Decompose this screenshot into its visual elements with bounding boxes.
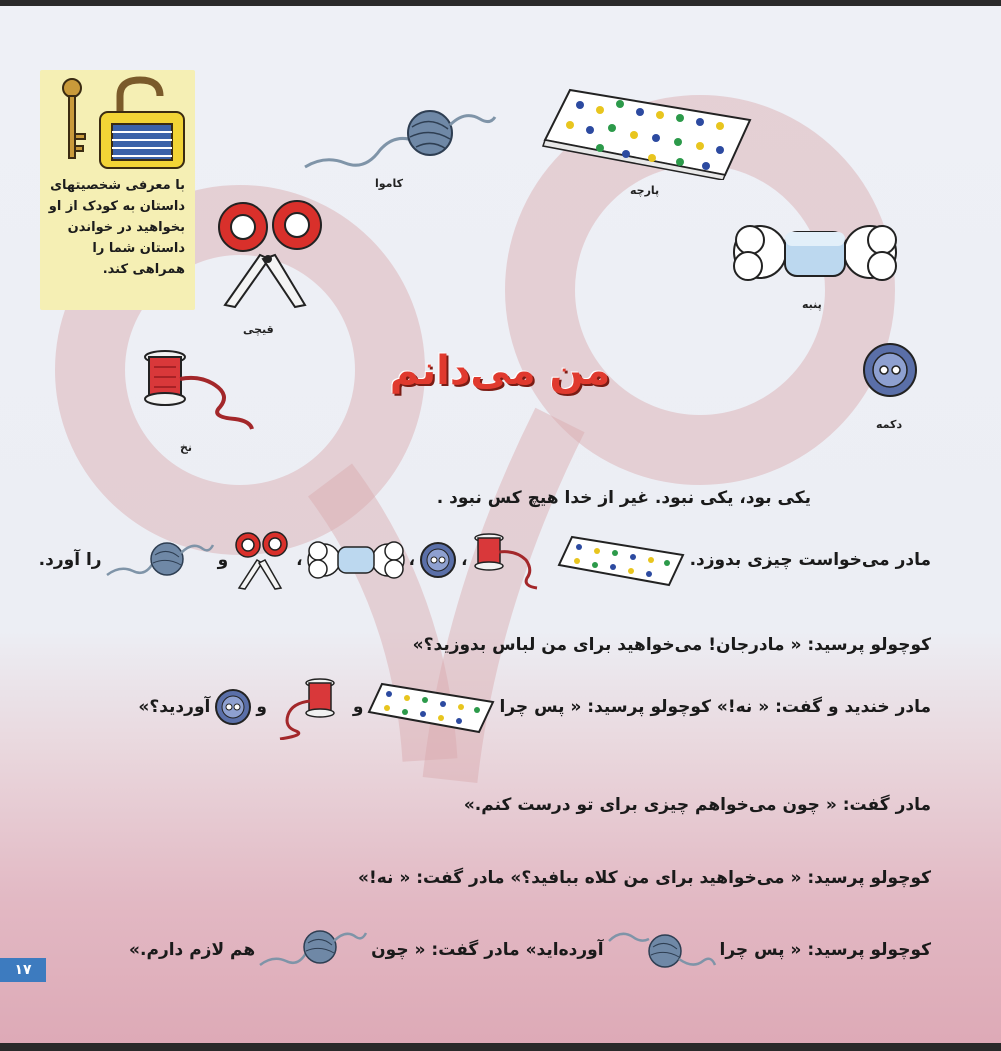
tip-line: با معرفی شخصیتهای (50, 178, 185, 193)
item-label-yarn: کاموا (375, 177, 404, 190)
item-cotton (730, 210, 900, 320)
fabric-inline-icon (367, 680, 497, 735)
yarn-ball-icon (300, 105, 500, 175)
button-inline-icon (213, 687, 253, 727)
scissors-inline-icon (231, 530, 293, 590)
separator: ، (461, 550, 468, 570)
item-label-fabric: پارچه (630, 184, 660, 197)
tip-line: داستان به کودک از او (48, 199, 185, 214)
story-text: کوچولو پرسید: « پس چرا (719, 939, 931, 960)
story-text: را آورد. (38, 550, 102, 570)
thread-spool-inline-icon (270, 675, 350, 740)
tip-line: همراهی کند. (102, 262, 185, 277)
separator: ، (408, 550, 416, 570)
story-line-4 (138, 672, 931, 742)
cotton-inline-icon (306, 535, 406, 585)
lock-and-key-icon (50, 74, 190, 174)
yarn-inline-icon (105, 535, 215, 585)
story-text: آورده‌اید» مادر گفت: « چون (371, 939, 604, 960)
button-inline-icon (418, 540, 458, 580)
thread-spool-icon (140, 345, 270, 435)
page-title: من می‌دانم (389, 348, 611, 394)
yarn-inline-icon (607, 925, 717, 975)
story-line-2 (39, 530, 931, 590)
tip-text (40, 175, 185, 280)
story-text: مادر می‌خواست چیزی بدوزد. (689, 550, 931, 570)
story-text: هم لازم دارم.» (129, 939, 256, 960)
cotton-roll-icon (730, 210, 900, 295)
scissors-icon (205, 195, 335, 310)
tip-line: بخواهید در خواندن (67, 220, 185, 235)
item-label-button: دکمه (876, 418, 903, 431)
story-line-7 (129, 922, 931, 977)
story-text: مادر گفت: « چون می‌خواهم چیزی برای تو درست کنم.» (463, 795, 931, 815)
button-icon (860, 340, 920, 400)
parent-tip-box (40, 70, 195, 310)
conjunction: و (256, 697, 267, 717)
story-text: آوردید؟» (138, 697, 211, 717)
fabric-inline-icon (557, 533, 687, 588)
yarn-inline-icon (258, 925, 368, 975)
item-label-cotton: پنبه (802, 298, 822, 311)
item-button (860, 340, 930, 435)
item-label-scissors: قیچی (243, 323, 274, 336)
thread-spool-inline-icon (471, 530, 551, 590)
conjunction: و (352, 697, 364, 717)
story-line-5 (464, 795, 931, 815)
tip-line: داستان شما را (92, 241, 185, 256)
story-line-3 (413, 635, 931, 655)
item-fabric (540, 80, 760, 200)
story-text: یکی بود، یکی نبود. غیر از خدا هیچ کس نبود . (436, 488, 811, 508)
bottom-border (0, 1043, 1001, 1051)
item-yarn (300, 105, 500, 190)
top-border (0, 0, 1001, 6)
separator: ، (296, 550, 303, 570)
conjunction: و (217, 550, 229, 570)
story-line-1 (437, 488, 811, 508)
story-text: مادر خندید و گفت: « نه!» کوچولو پرسید: « پس چرا (499, 697, 931, 717)
polka-dot-fabric-icon (540, 80, 760, 180)
item-label-thread: نخ (180, 441, 193, 454)
item-scissors (205, 195, 335, 345)
story-line-6 (358, 868, 931, 888)
page-number: ۱۷ (0, 958, 46, 982)
story-text: کوچولو پرسید: « می‌خواهید برای من کلاه ببافید؟» مادر گفت: « نه!» (357, 868, 931, 888)
item-thread (140, 345, 270, 460)
story-text: کوچولو پرسید: « مادرجان! می‌خواهید برای من لباس بدوزید؟» (412, 635, 931, 655)
